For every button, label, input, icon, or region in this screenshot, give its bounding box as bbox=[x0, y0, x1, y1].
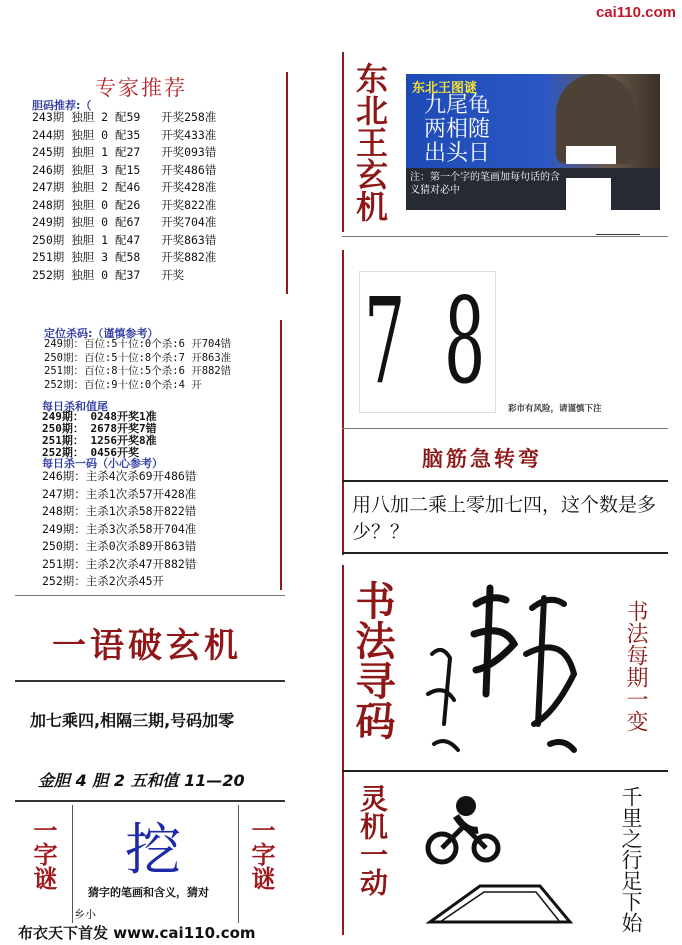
list-item: 250期 独胆 1 配47 开奖863错 bbox=[32, 232, 217, 247]
dongbei-side-title: 东北王玄机 bbox=[351, 62, 389, 222]
list-item: 249期：百位:5十位:0个杀:6 开704错 bbox=[44, 338, 232, 350]
shayi-list bbox=[42, 468, 196, 591]
dongbei-image bbox=[406, 74, 660, 210]
list-item: 246期：主杀4次杀69开486错 bbox=[42, 469, 197, 483]
zimi-left-label: 一字谜 bbox=[29, 818, 58, 890]
divider bbox=[596, 234, 640, 235]
section-title-zhuanjia: 专家推荐 bbox=[95, 76, 187, 100]
number-8: 8 bbox=[444, 272, 486, 410]
lingji-image bbox=[420, 790, 600, 930]
list-item: 251期： 1256开奖8准 bbox=[42, 434, 157, 447]
list-item: 249期 独胆 0 配67 开奖704准 bbox=[32, 215, 217, 229]
naojin-title: 脑筋急转弯 bbox=[422, 446, 542, 471]
divider bbox=[280, 320, 282, 590]
list-item: 244期 独胆 0 配35 开奖433准 bbox=[32, 127, 217, 142]
motorcycle-rider-icon bbox=[420, 790, 600, 930]
list-item: 252期： 0456开奖 bbox=[42, 446, 139, 459]
dongbei-banner: 东北王图谜 bbox=[412, 81, 478, 96]
list-item: 252期：百位:9十位:0个杀:4 开 bbox=[44, 378, 202, 391]
divider bbox=[15, 800, 285, 802]
dongbei-note: 注：第一个字的笔画加每句话的含义猜对必中 bbox=[410, 172, 560, 196]
list-item: 251期：主杀2次杀47开882错 bbox=[42, 556, 197, 571]
zimi-note2: 乡小 bbox=[74, 908, 96, 921]
yiyu-title: 一语破玄机 bbox=[52, 626, 242, 666]
divider bbox=[342, 52, 344, 232]
hezhi-label: 每日杀和值尾 bbox=[42, 400, 108, 413]
risk-note: 彩市有风险，请谨慎下注 bbox=[508, 404, 602, 414]
footer-text: 布衣天下首发 www.cai110.com bbox=[18, 924, 256, 942]
number-box bbox=[360, 272, 495, 412]
zimi-note: 猜字的笔画和含义，猜对 bbox=[88, 886, 209, 899]
divider bbox=[342, 770, 668, 772]
shufa-side-title: 书法寻码 bbox=[349, 580, 396, 740]
divider bbox=[238, 805, 239, 923]
shufa-right-title: 书法每期一变 bbox=[623, 600, 648, 732]
zimi-char: 挖 bbox=[125, 818, 181, 883]
lingji-side-title: 灵机一动 bbox=[356, 784, 389, 896]
yiyu-text2: 金胆 4 胆 2 五和值 11—20 bbox=[38, 771, 245, 790]
divider bbox=[342, 480, 668, 482]
dongbei-line: 出头日 bbox=[424, 141, 491, 166]
dingwei-label: 定位杀码:（谨慎参考） bbox=[44, 327, 159, 340]
dongbei-line: 两相随 bbox=[424, 117, 491, 142]
zimi-right-label: 一字谜 bbox=[247, 818, 276, 890]
zhuanjia-list bbox=[32, 109, 216, 284]
divider bbox=[342, 428, 668, 429]
list-item: 251期：百位:8十位:5个杀:6 开882错 bbox=[44, 365, 232, 377]
dongbei-line: 九尾龟 bbox=[424, 93, 491, 118]
divider bbox=[15, 680, 285, 682]
list-item: 250期：百位:5十位:8个杀:7 开863准 bbox=[44, 351, 232, 364]
yiyu-text1: 加七乘四,相隔三期,号码加零 bbox=[30, 711, 235, 730]
naojin-question: 用八加二乘上零加七四，这个数是多少？？ bbox=[352, 494, 657, 543]
divider bbox=[342, 250, 344, 555]
list-item: 245期 独胆 1 配27 开奖093错 bbox=[32, 145, 217, 159]
list-item: 252期 独胆 0 配37 开奖 bbox=[32, 267, 185, 282]
list-item: 246期 独胆 3 配15 开奖486错 bbox=[32, 162, 217, 177]
number-7: 7 bbox=[364, 272, 406, 410]
site-logo-text: cai110.com bbox=[595, 4, 676, 21]
divider bbox=[342, 236, 668, 237]
divider bbox=[286, 72, 288, 294]
list-item: 249期：主杀3次杀58开704准 bbox=[42, 521, 197, 536]
dongbei-lines bbox=[424, 94, 490, 166]
divider bbox=[15, 595, 285, 596]
list-item: 251期 独胆 3 配58 开奖882准 bbox=[32, 250, 217, 264]
divider bbox=[72, 805, 73, 923]
calligraphy-strokes-icon bbox=[414, 574, 620, 764]
list-item: 243期 独胆 2 配59 开奖258准 bbox=[32, 110, 217, 124]
white-patch bbox=[566, 178, 611, 210]
divider bbox=[342, 552, 668, 554]
list-item: 247期 独胆 2 配46 开奖428准 bbox=[32, 180, 217, 194]
divider bbox=[342, 565, 344, 935]
dingwei-list bbox=[44, 338, 231, 392]
shayi-label: 每日杀一码（小心参考） bbox=[42, 457, 163, 470]
list-item: 252期：主杀2次杀45开 bbox=[42, 574, 165, 588]
list-item: 250期： 2678开奖7错 bbox=[42, 422, 157, 435]
dan-label: 胆码推荐:（ bbox=[32, 99, 92, 112]
hezhi-list bbox=[42, 411, 157, 459]
list-item: 247期：主杀1次杀57开428准 bbox=[42, 486, 197, 501]
list-item: 248期 独胆 0 配26 开奖822准 bbox=[32, 197, 217, 212]
list-item: 249期： 0248开奖1准 bbox=[42, 410, 157, 423]
calligraphy-image bbox=[414, 574, 620, 764]
list-item: 248期：主杀1次杀58开822错 bbox=[42, 504, 197, 518]
white-patch bbox=[566, 146, 616, 164]
list-item: 250期：主杀0次杀89开863错 bbox=[42, 539, 197, 553]
lingji-right-text: 千里之行足下始 bbox=[619, 786, 643, 933]
